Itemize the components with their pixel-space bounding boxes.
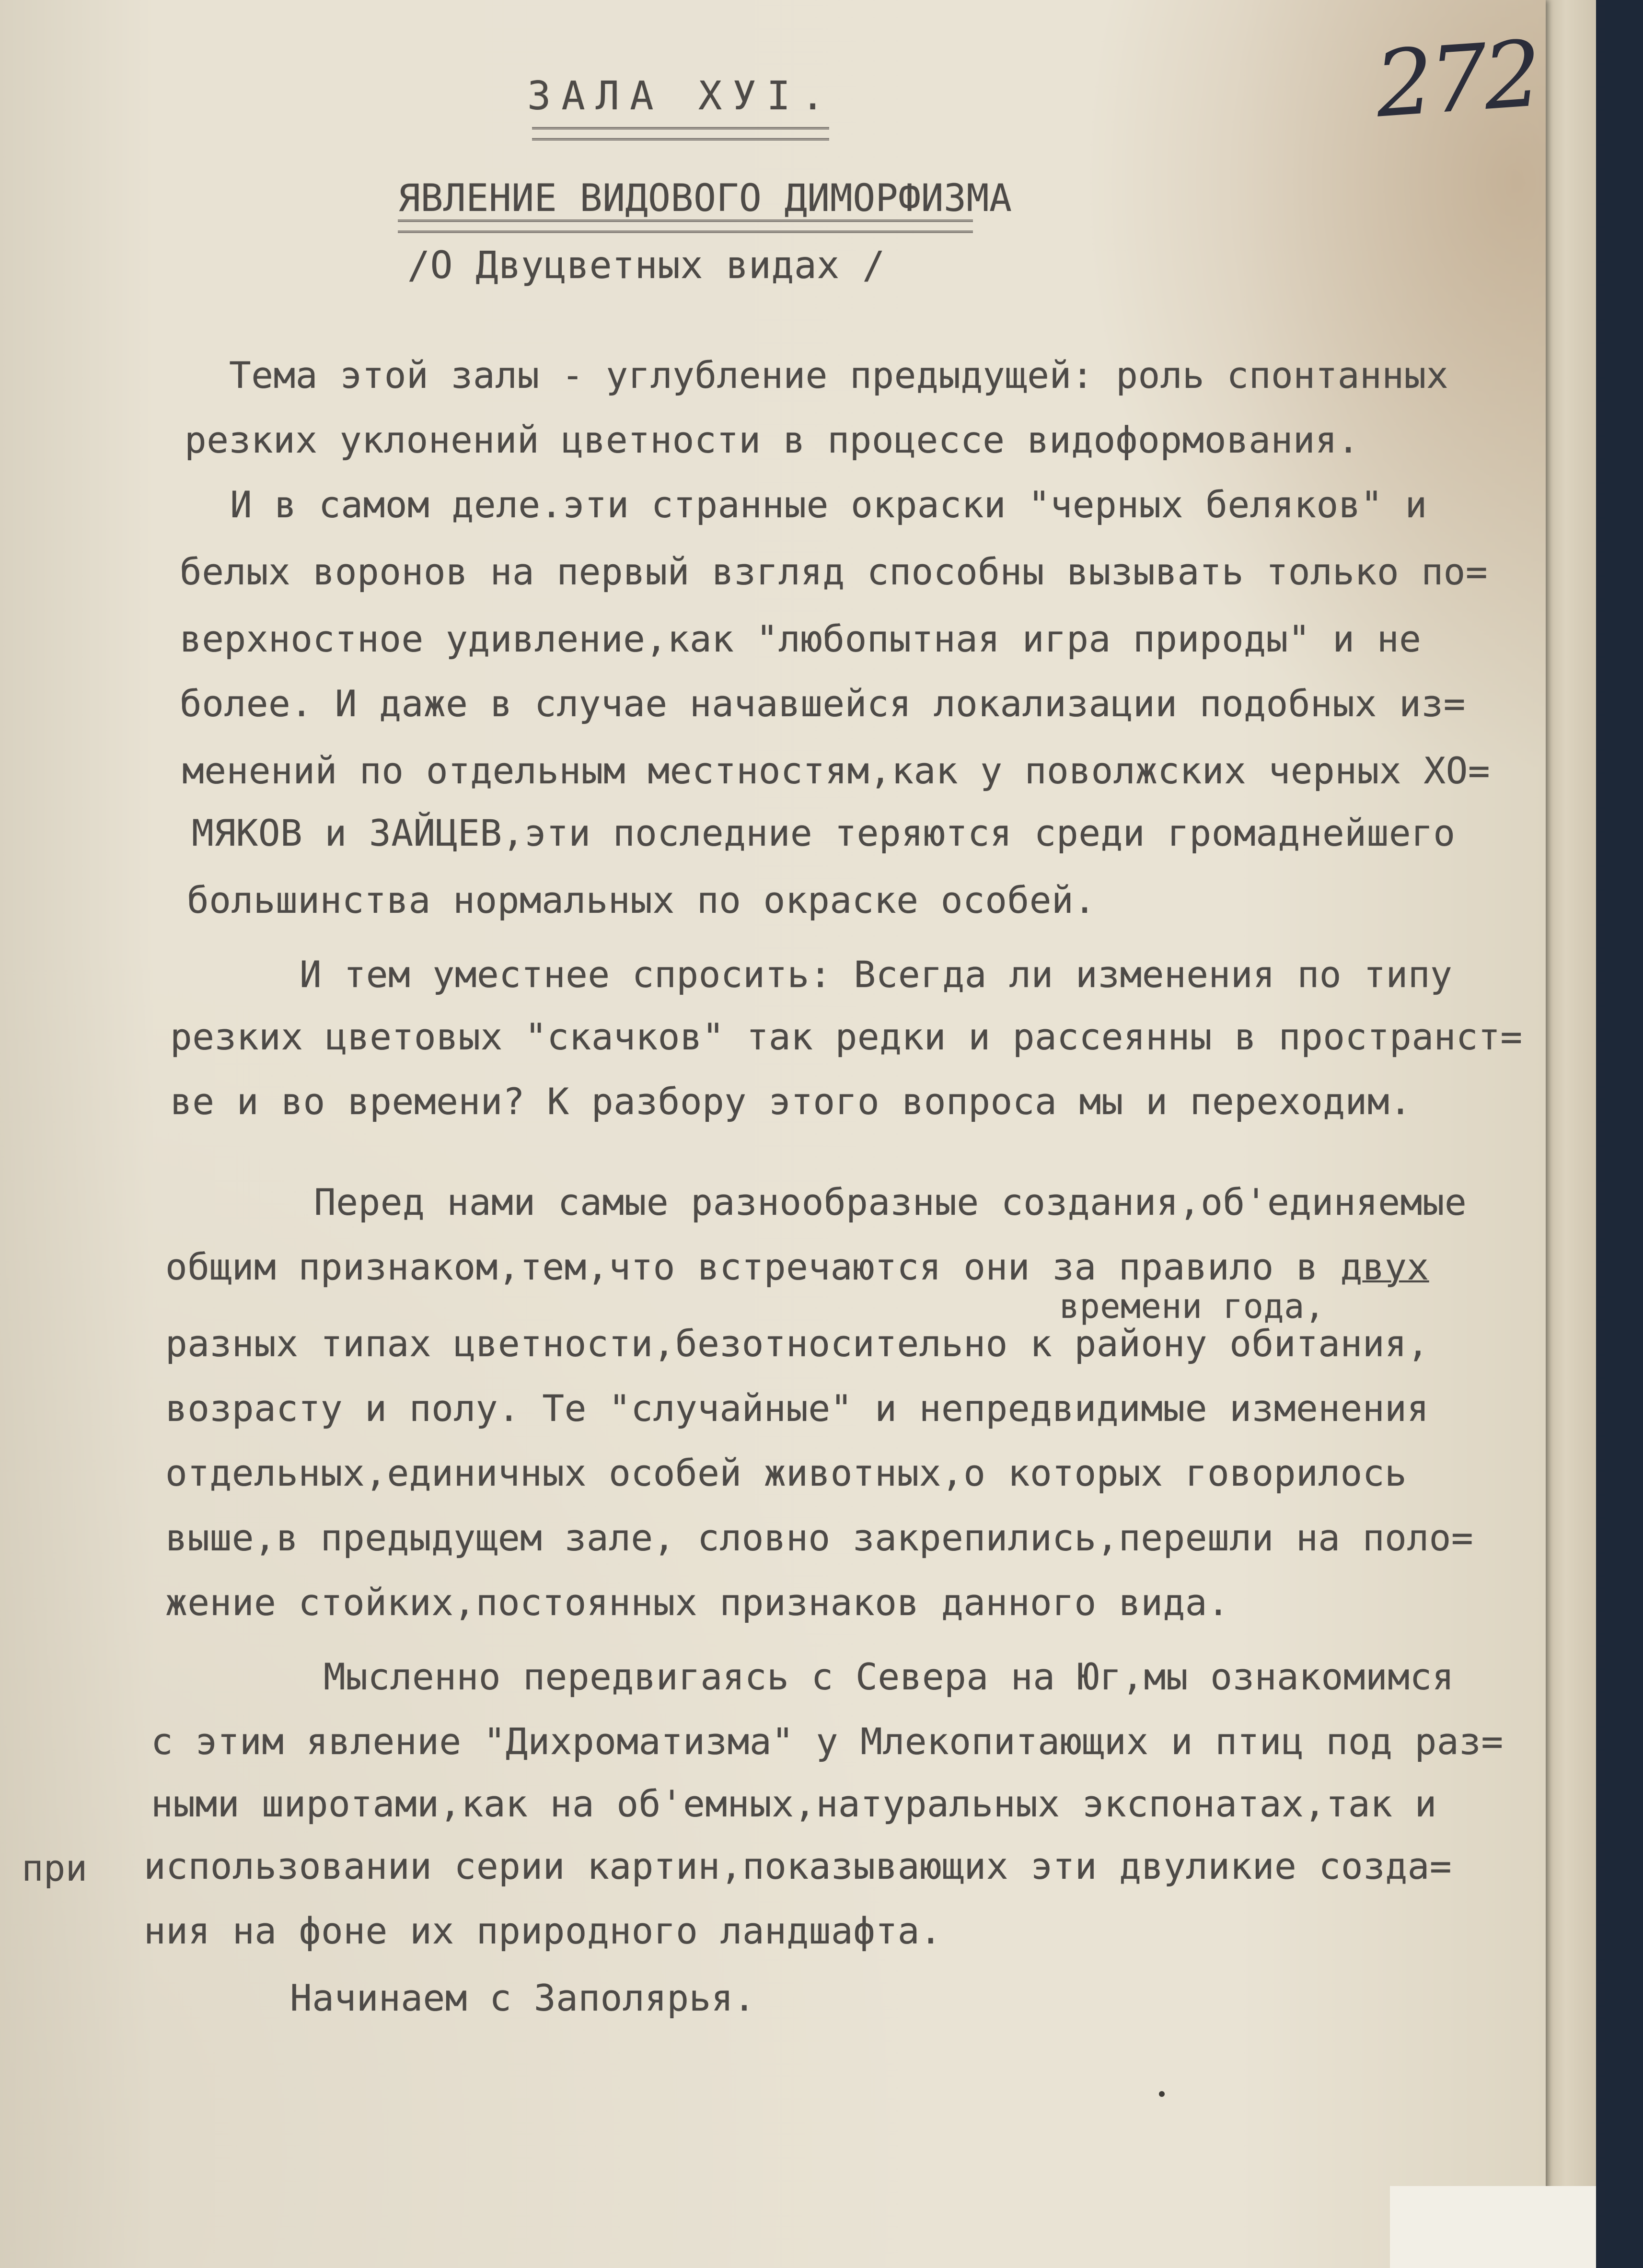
text-segment: общим признаком,тем,что встречаются они за правило в — [165, 1245, 1341, 1288]
text-line: использовании серии картин,показывающих эти двуликие созда= — [144, 1845, 1452, 1887]
text-line: И в самом деле.эти странные окраски "черных беляков" и — [230, 483, 1427, 526]
text-line: с этим явление "Дихроматизма" у Млекопитающих и птиц под раз= — [151, 1720, 1504, 1763]
paper-edge — [1546, 0, 1596, 2268]
text-line: верхностное удивление,как "любопытная игра природы" и не — [180, 617, 1422, 660]
section-subtitle: /О Двуцветных видах / — [407, 244, 885, 287]
text-line: МЯКОВ и ЗАЙЦЕВ,эти последние теряются среди громаднейшего — [192, 812, 1456, 854]
text-line: И тем уместнее спросить: Всегда ли изменения по типу — [300, 953, 1453, 996]
text-line: белых воронов на первый взгляд способны вызывать только по= — [180, 550, 1488, 593]
margin-note: при — [22, 1847, 88, 1889]
text-line: Тема этой залы - углубление предыдущей: роль спонтанных — [229, 354, 1449, 396]
text-line: Мысленно передвигаясь с Севера на Юг,мы ознакомимся — [324, 1655, 1455, 1698]
section-title: ЯВЛЕНИЕ ВИДОВОГО ДИМОРФИЗМА — [398, 177, 1012, 220]
interlinear-insertion: времени года, — [1059, 1287, 1325, 1326]
text-line: отдельных,единичных особей животных,о которых говорилось — [165, 1452, 1407, 1494]
text-line — [165, 1245, 1429, 1288]
text-line: возрасту и полу. Те "случайные" и непредвидимые изменения — [165, 1387, 1429, 1430]
text-line: ния на фоне их природного ландшафта. — [144, 1909, 942, 1952]
text-line: большинства нормальных по окраске особей. — [187, 879, 1096, 921]
text-line: выше,в предыдущем зале, словно закрепились,перешли на поло= — [165, 1516, 1474, 1559]
page-number: 272 — [1372, 21, 1541, 138]
text-line: ными широтами,как на об'емных,натуральных экспонатах,так и — [151, 1782, 1437, 1825]
section-title-underline — [398, 220, 973, 233]
underlined-word: двух — [1340, 1245, 1429, 1288]
text-line: ве и во времени? К разбору этого вопроса мы и переходим. — [170, 1080, 1412, 1123]
title-underline — [532, 127, 829, 140]
text-line: Начинаем с Заполярья. — [290, 1977, 756, 2019]
text-line: более. И даже в случае начавшейся локализации подобных из= — [180, 682, 1466, 725]
text-line: разных типах цветности,безотносительно к району обитания, — [165, 1322, 1429, 1365]
text-line: резких цветовых "скачков" так редки и рассеянны в пространст= — [170, 1015, 1523, 1058]
text-line: Перед нами самые разнообразные создания,об'единяемые — [314, 1181, 1467, 1223]
ink-dot — [1159, 2091, 1165, 2097]
paper-corner — [1390, 2186, 1596, 2268]
text-line: менений по отдельным местностям,как у поволжских черных ХО= — [182, 749, 1491, 792]
text-line: жение стойких,постоянных признаков данного вида. — [165, 1581, 1230, 1624]
hall-title: ЗАЛА ХУI. — [527, 73, 835, 119]
text-line: резких уклонений цветности в процессе видоформования. — [185, 419, 1360, 461]
